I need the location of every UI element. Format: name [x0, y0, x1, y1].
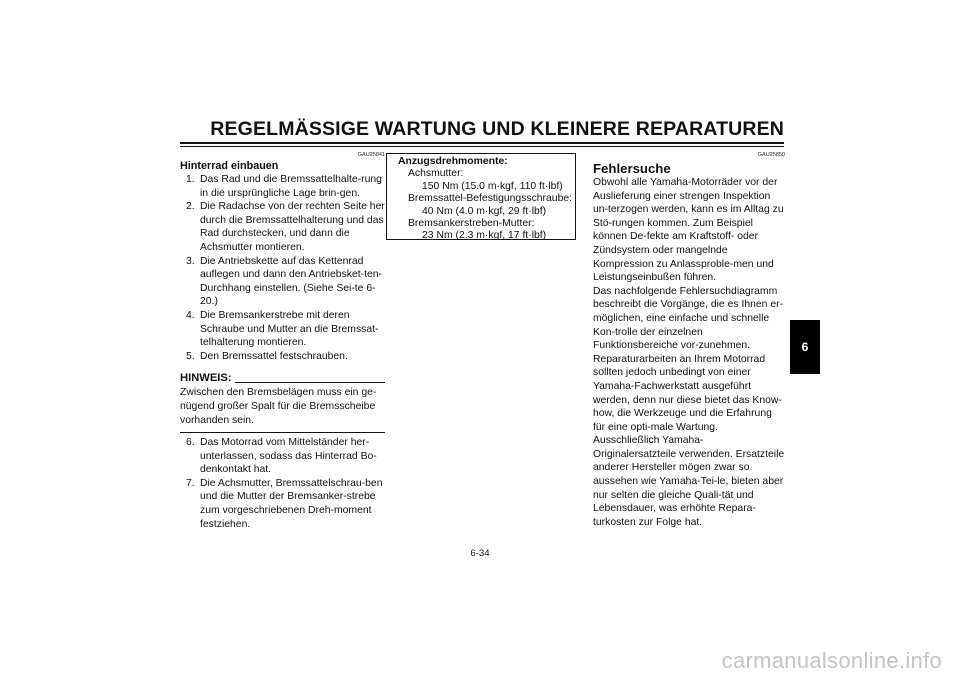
steps-list-b — [180, 436, 385, 531]
note-heading — [180, 372, 385, 385]
left-column — [180, 152, 385, 531]
note-label: HINWEIS: — [180, 372, 232, 385]
page-header — [180, 118, 784, 147]
step-text: Die Bremsankerstrebe mit deren Schraube und Mutter an die Bremssat-telhalterung montieren. — [200, 309, 379, 349]
step-number: 6. — [186, 437, 195, 449]
step-item — [180, 200, 385, 254]
torque-label: Achsmutter: — [408, 168, 464, 180]
step-number: 1. — [186, 174, 195, 185]
step-item — [180, 350, 385, 364]
note-end-rule — [180, 432, 385, 433]
step-text: Das Motorrad vom Mittelständer her-unterlassen, sodass das Hinterrad Bo-denkontakt hat. — [200, 437, 377, 476]
torque-title: Anzugsdrehmomente: — [398, 156, 508, 167]
step-text: Die Antriebskette auf das Kettenrad auflegen und dann den Antriebsket-ten-Durchhang einstellen. (Siehe Sei-te 6-20.) — [200, 255, 382, 308]
header-rule — [180, 142, 784, 147]
torque-items — [398, 168, 575, 242]
section-code: GAU25841 — [357, 152, 385, 158]
troubleshooting-text: Obwohl alle Yamaha-Motorräder vor der Auslieferung einer strengen Inspektion un-terzogen werden, kann es im Alltag zu Stö-rungen kommen. Zum Beispiel können De-fekte am Kraftstoff- oder Zündsystem oder mangelnde Kompression zu Anlassproble-men und Leistungseinbußen führen. Das nachfolgende Fehlersuchdiagramm beschreibt die Vorgänge, die es Ihnen er-möglichen, eine einfache und schnelle Kon-trolle der einzelnen Funktionsbereiche vor-zunehmen. Reparaturarbeiten an Ihrem Motorrad sollten jedoch unbedingt von einer Yamaha-Fachwerkstatt ausgeführt werden, denn nur diese bietet das Know-how, die Werkzeuge und die Erfahrung für eine opti-male Wartung. Ausschließlich Yamaha-Originalersatzteile verwenden. Ersatzteile anderer Hersteller mögen zwar so aussehen wie Yamaha-Tei-le, bieten aber nur selten die gleiche Quali-tät und Lebensdauer, was erhöhte Repara-turkosten zur Folge hat. — [593, 177, 785, 528]
note-text: Zwischen den Bremsbelägen muss ein ge-nügend großer Spalt für die Bremsscheibe vorhanden sein. — [180, 387, 377, 426]
note-heading-rule — [235, 382, 385, 383]
watermark: carmanualsonline.info — [721, 648, 942, 673]
chapter-tab: 6 — [790, 320, 820, 374]
step-item — [180, 173, 385, 200]
section-code: GAU25850 — [757, 152, 785, 158]
step-number: 3. — [186, 255, 195, 267]
step-number: 5. — [186, 350, 195, 362]
step-item — [180, 309, 385, 350]
step-item — [180, 477, 385, 531]
torque-value: 150 Nm (15.0 m·kgf, 110 ft·lbf) — [422, 180, 563, 192]
step-text: Die Radachse von der rechten Seite her durch die Bremssattelhalterung und das Rad durchstecken, und dann die Achsmutter montieren. — [200, 201, 385, 253]
page-number: 6-34 — [470, 548, 490, 559]
step-number: 7. — [186, 477, 195, 489]
torque-spec-box — [386, 153, 576, 240]
step-number: 2. — [186, 201, 195, 213]
torque-value: 40 Nm (4.0 m·kgf, 29 ft·lbf) — [422, 205, 547, 217]
step-text: Die Achsmutter, Bremssattelschrau-ben und die Mutter der Bremsanker-strebe zum vorgeschriebenen Dreh-moment festziehen. — [200, 477, 383, 530]
step-item — [180, 436, 385, 477]
subsection-title: Hinterrad einbauen — [180, 160, 279, 172]
section-title: Fehlersuche — [593, 161, 671, 176]
torque-label: Bremssattel-Befestigungsschraube: — [408, 193, 573, 205]
step-text: Den Bremssattel festschrauben. — [200, 350, 348, 362]
torque-label: Bremsankerstreben-Mutter: — [408, 218, 535, 230]
step-text: Das Rad und die Bremssattelhalte-rung in die ursprüngliche Lage brin-gen. — [200, 174, 382, 199]
torque-value: 23 Nm (2.3 m·kgf, 17 ft·lbf) — [422, 230, 547, 242]
page-title: REGELMÄSSIGE WARTUNG UND KLEINERE REPARATUREN — [210, 118, 784, 140]
steps-list-a — [180, 173, 385, 363]
step-number: 4. — [186, 309, 195, 321]
step-item — [180, 255, 385, 309]
right-column — [593, 152, 785, 529]
